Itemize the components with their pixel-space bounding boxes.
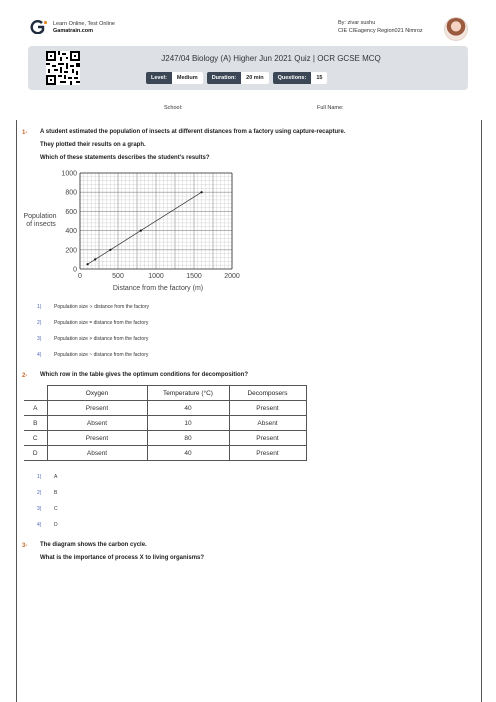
data-point — [201, 191, 203, 193]
table-cell: Present — [47, 431, 147, 446]
question-1-line-3: Which of these statements describes the student’s results? — [40, 155, 210, 161]
q2-option-3-text[interactable]: C — [54, 506, 58, 512]
duration-label: Duration: — [207, 72, 241, 84]
table-cell: A — [24, 401, 47, 416]
questions-value: 15 — [311, 72, 327, 84]
data-point — [87, 263, 89, 265]
question-2-number: 2- — [22, 373, 28, 379]
question-1-number: 1- — [22, 130, 28, 136]
y-tick-label: 0 — [73, 266, 77, 274]
duration-value: 20 min — [241, 72, 268, 84]
q1-option-1-text[interactable]: Population size ∝ distance from the factory — [54, 304, 150, 310]
x-tick-label: 500 — [112, 273, 124, 280]
table-header-row — [24, 386, 306, 401]
table-row — [24, 401, 306, 416]
q2-option-1-text[interactable]: A — [54, 474, 58, 480]
q1-option-2-number[interactable]: 2) — [37, 320, 42, 326]
question-3-line-2: What is the importance of process X to living organisms? — [40, 555, 205, 561]
table-header-cell: Oxygen — [47, 386, 147, 401]
table-cell: B — [24, 416, 47, 431]
school-label: School: — [164, 105, 183, 111]
table-cell: Present — [229, 446, 306, 461]
brand[interactable] — [30, 20, 115, 34]
level-value: Medium — [172, 72, 203, 84]
question-3-number: 3- — [22, 543, 28, 549]
x-tick-label: 0 — [78, 273, 82, 280]
q2-option-4-number[interactable]: 4) — [37, 522, 42, 528]
table-cell: Present — [47, 401, 147, 416]
x-tick-label: 1500 — [186, 273, 202, 280]
y-tick-label: 600 — [65, 208, 77, 216]
author-info — [338, 20, 423, 34]
y-tick-label: 800 — [65, 189, 77, 197]
question-3-line-1: The diagram shows the carbon cycle. — [40, 542, 147, 548]
table-cell: 10 — [147, 416, 229, 431]
data-point — [109, 249, 111, 251]
table-cell: Absent — [229, 416, 306, 431]
table-cell: Present — [229, 431, 306, 446]
question-1-line-2: They plotted their results on a graph. — [40, 142, 146, 148]
brand-site[interactable]: Gamatrain.com — [53, 27, 94, 34]
quiz-title: J247/04 Biology (A) Higher Jun 2021 Quiz | OCR GCSE MCQ — [161, 54, 381, 63]
population-graph — [22, 165, 244, 293]
table-row — [24, 416, 306, 431]
questions-label: Questions: — [273, 72, 312, 84]
data-point — [94, 258, 96, 260]
x-tick-label: 1000 — [148, 273, 164, 280]
author-name: By: zivar sushu — [338, 20, 376, 26]
q2-option-3-number[interactable]: 3) — [37, 506, 42, 512]
table-row — [24, 431, 306, 446]
avatar — [444, 17, 468, 41]
level-label: Level: — [146, 72, 172, 84]
author-agency: CIE CIEagency Region021 Nimroz — [338, 28, 423, 34]
x-axis-label: Distance from the factory (m) — [112, 285, 204, 292]
y-axis-label-line-2: of insects — [26, 221, 56, 228]
level-badge — [146, 72, 203, 84]
q1-option-4-text[interactable]: Population size ~ distance from the factory — [54, 352, 149, 358]
table-header-cell: Decomposers — [229, 386, 306, 401]
table-cell: Present — [229, 401, 306, 416]
x-tick-label: 2000 — [224, 273, 240, 280]
q1-option-3-number[interactable]: 3) — [37, 336, 42, 342]
q2-option-2-text[interactable]: B — [54, 490, 58, 496]
q1-option-3-text[interactable]: Population size > distance from the factory — [54, 336, 149, 342]
questions-badge — [273, 72, 328, 84]
table-cell: 80 — [147, 431, 229, 446]
brand-tagline: Learn Online, Test Online — [53, 20, 115, 27]
qr-code-icon — [46, 51, 80, 85]
question-2-line-1: Which row in the table gives the optimum conditions for decomposition? — [40, 372, 249, 378]
question-1-line-1: A student estimated the population of insects at different distances from a factory using capture-recapture. — [40, 129, 346, 135]
y-tick-label: 200 — [65, 247, 77, 255]
table-cell: Absent — [47, 416, 147, 431]
q1-option-4-number[interactable]: 4) — [37, 352, 42, 358]
q2-option-2-number[interactable]: 2) — [37, 490, 42, 496]
y-axis-label-line-1: Population — [23, 213, 57, 220]
table-row — [24, 446, 306, 461]
quiz-title-box — [28, 46, 468, 90]
table-header-cell: Temperature (°C) — [147, 386, 229, 401]
decomposition-table — [24, 385, 307, 461]
data-point — [140, 230, 142, 232]
y-tick-label: 1000 — [61, 170, 77, 178]
table-cell: C — [24, 431, 47, 446]
q1-option-1-number[interactable]: 1) — [37, 304, 42, 310]
table-cell: 40 — [147, 446, 229, 461]
q2-option-1-number[interactable]: 1) — [37, 474, 42, 480]
duration-badge — [207, 72, 269, 84]
gamatrain-logo-icon — [30, 20, 48, 34]
y-tick-label: 400 — [65, 228, 77, 236]
table-cell: Absent — [47, 446, 147, 461]
table-cell: 40 — [147, 401, 229, 416]
fullname-label: Full Name: — [317, 105, 344, 111]
q1-option-2-text[interactable]: Population size = distance from the factory — [54, 320, 149, 326]
table-cell: D — [24, 446, 47, 461]
svg-text:Population of insects — [23, 213, 58, 228]
quiz-meta — [146, 72, 327, 84]
q2-option-4-text[interactable]: D — [54, 522, 58, 528]
table-header-cell — [24, 386, 47, 401]
